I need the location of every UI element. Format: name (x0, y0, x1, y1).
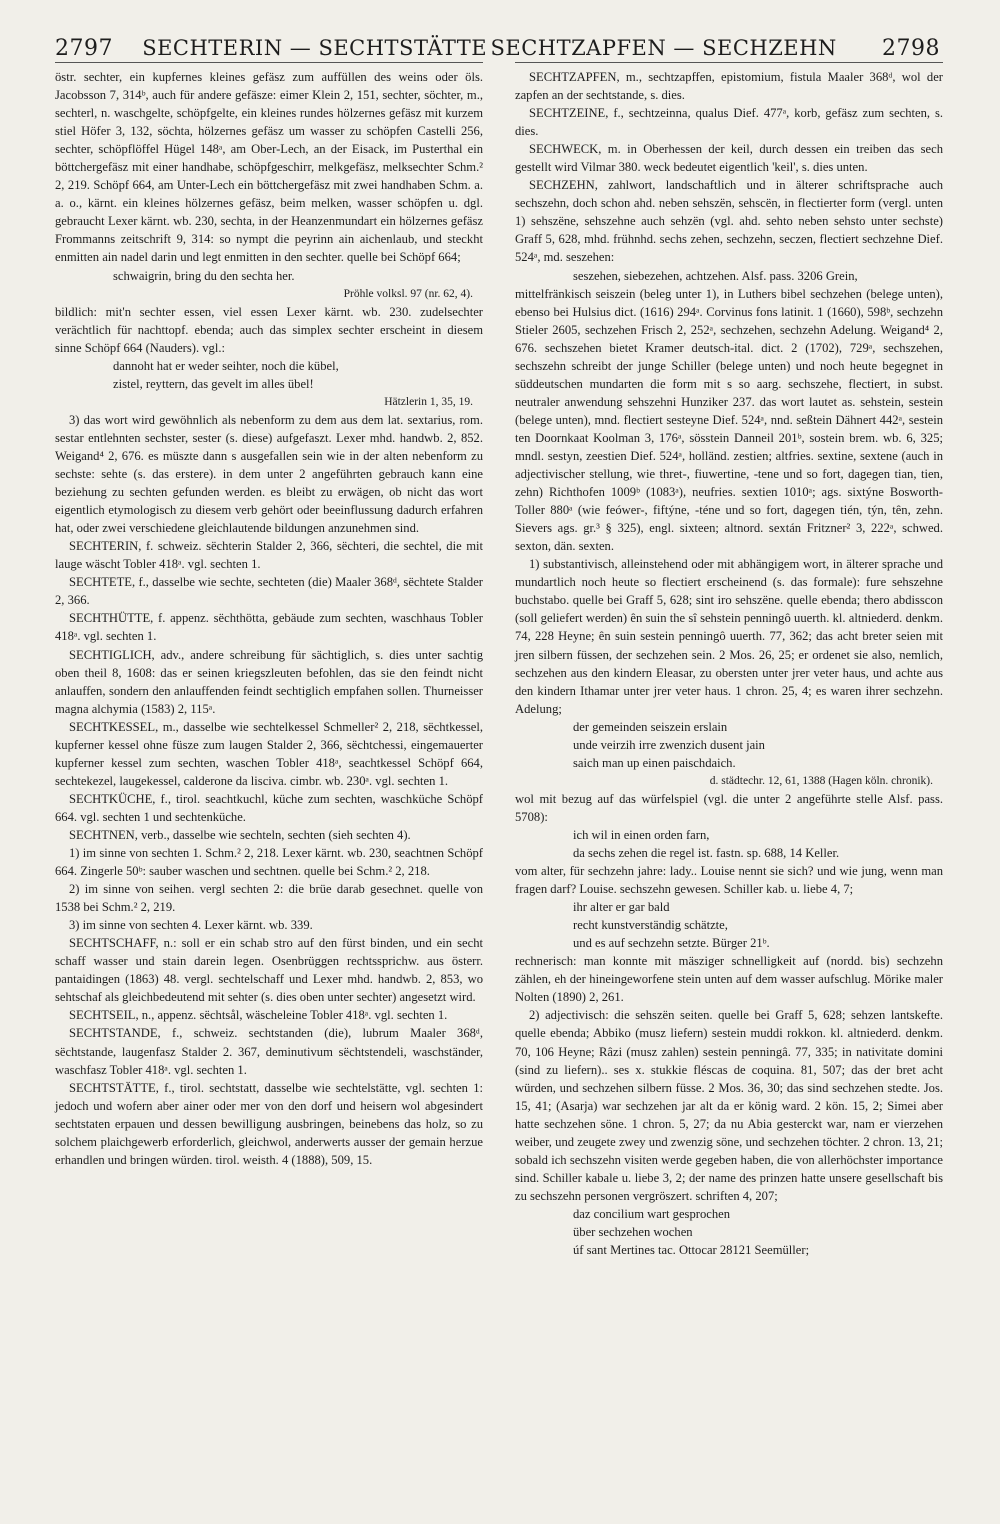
verse-source: d. städtechr. 12, 61, 1388 (Hagen köln. chronik). (709, 774, 933, 787)
entry-sechzehn: SECHZEHN, zahlwort, landschaftlich und in älterer schriftsprache auch sechszehn, doch schon ahd. neben sehszën, sehscën, in flectierter form (vergl. unten 1) sehszëne, sehszehne auch sehzën (vgl. ahd. sehto neben sehsto unter sechste) Graff 5, 628, mhd. frühnhd. sechs zehen, sechzehn, seczen, flectiert sechzehne Dief. 524ᵃ, md. seszehen: (515, 178, 943, 265)
left-header-rule (55, 62, 483, 63)
verse-source: Hätzlerin 1, 35, 19. (384, 395, 473, 408)
entry-sechtkueche: SECHTKÜCHE, f., tirol. seachtkuchl, küche zum sechten, waschküche Schöpf 664. vgl. sechten 1 und sechtenküche. (55, 791, 483, 824)
entry-paragraph: 3) das wort wird gewöhnlich als nebenform zu dem aus dem lat. sextarius, rom. sestar entlehnten sechster, sester (s. diese) aufgefaszt. Lexer mhd. handwb. 2, 852. Weigand⁴ 2, 676. es müszte dann s ausgefallen sein wie in der alten nebenform zu sechste: sehte (s. das erstere). in dem unter 2 angeführten gebrauch kann eine beziehung zu sechten gefunden werden. es bleibt zu erwägen, ob nicht das wort eigentlich etymologisch zu diesem verb gehört oder beeinflussung dadurch erfahren hat, oder zwei verschiedene gleichlautende bildungen anzunehmen sind. (55, 412, 483, 536)
verse-line: úf sant Mertines tac. Ottocar 28121 Seemüller; (573, 1243, 810, 1258)
verse-line: unde veirzih irre zwenzich dusent jain (573, 737, 765, 752)
verse-line: recht kunstverständig schätzte, (573, 918, 728, 933)
verse-line: über sechzehen wochen (573, 1225, 693, 1239)
verse-line: zistel, reyttern, das gevelt im alles übel! (113, 376, 314, 391)
entry-paragraph: 3) im sinne von sechten 4. Lexer kärnt. wb. 339. (69, 918, 313, 933)
entry-paragraph: 2) im sinne von seihen. vergl sechten 2: die brüe darab gesechnet. quelle von 1538 bei Schm.² 2, 219. (55, 882, 483, 915)
entry-sechweck: SECHWECK, m. in Oberhessen der keil, durch dessen ein treiben das sech gestellt wird Vilmar 380. weck bedeutet eigentlich 'keil', s. dies unten. (515, 142, 943, 175)
left-running-title: SECHTERIN — SECHTSTÄTTE (142, 36, 488, 60)
left-column (55, 68, 483, 1169)
right-column (515, 68, 943, 1259)
entry-sechtzapfen: SECHTZAPFEN, m., sechtzapffen, epistomium, fistula Maaler 368ᵈ, wol der zapfen an der sechtstande, s. dies. (515, 70, 943, 103)
entry-sechtseil: SECHTSEIL, n., appenz. sëchtsål, wäscheleine Tobler 418ᵃ. vgl. sechten 1. (69, 1008, 448, 1023)
verse-line: dannoht hat er weder seihter, noch die kübel, (113, 358, 339, 373)
entry-sechter-cont: östr. sechter, ein kupfernes kleines gefäsz zum auffüllen des weins oder öls. Jacobsson 7, 314ᵇ, auch für andere gefäsze: eimer Klein 2, 151, sechter, söchter, m., sechterl, n. waschgelte, schöpfgelte, ein kleines rundes hölzernes gefäsz mit kurzem stiel Höfer 3, 132, söchta, hölzernes gefäsz um wasser zu schöpfen Castelli 256, sechter, schöpflöffel Hügel 148ᵃ, am Ober-Lech, an der Eisack, im Pusterthal ein böttchergefäsz mit einer handhabe, schöpfgeschirr, melkgefäsz, melksechter Schm.² 2, 219. Schöpf 664, am Unter-Lech ein böttchergefäsz mit zwei handhaben Schm. a. a. o., kärnt. ein kleines hölzernes gefäsz, beim melken, wasser schöpfen u. dgl. gebraucht Lexer kärnt. wb. 230, sechta, in der Heanzenmundart ein hölzernes gefäsz Frommanns zeitschrift 9, 314: so nympt die peyrinn ain aichenlaub, und steckht enmitten ain nadel darin und legt enmitten in den sechter. quelle bei Schöpf 664; (55, 70, 483, 265)
entry-sechtiglich: SECHTIGLICH, adv., andere schreibung für sächtiglich, s. dies unter sachtig oben theil 8, 1608: das er seinen kriegszleuten befohlen, das sie den feindt nicht anlauffen, sondern den anlauffenden feindt sechtiglich empfahen sollen. Thurneisser magna alchymia (1583) 2, 115ᵃ. (55, 647, 483, 716)
entry-paragraph: rechnerisch: man konnte mit mäsziger schnelligkeit auf (nordd. bis) sechzehn zählen, eh der hineingeworfene stein unten auf dem wasser aufschlug. Mörike maler Nolten (1890) 2, 261. (515, 954, 943, 1005)
entry-paragraph: wol mit bezug auf das würfelspiel (vgl. die unter 2 angeführte stelle Alsf. pass. 5708): (515, 791, 943, 824)
entry-sechtstande: SECHTSTANDE, f., schweiz. sechtstanden (die), lubrum Maaler 368ᵈ, sëchtstande, laugenfasz Stalder 2. 367, deminutivum sëchtstendeli, waschständer, waschfasz Tobler 418ᵃ. vgl. sechten 1. (55, 1026, 483, 1077)
verse-source: Pröhle volksl. 97 (nr. 62, 4). (343, 287, 473, 300)
entry-paragraph: 2) adjectivisch: die sehszën seiten. quelle bei Graff 5, 628; sehzen lantskefte. quelle ebenda; Abbiko (musz liefern) sestein muddi rokkon. kl. altniederd. denkm. 70, 106 Heyne; Râzi (musz zahlen) sestein penningâ. 77, 335; in nativitate domini (sind zu liefern).. ses x. stukkie fléscas de coquina. 81, 507; das der bret acht würden, und sechzehen silbern füsse. 2 Mos. 36, 30; das sind sechzehen stedte. Jos. 15, 41; (Asarja) war sechzehen jar alt da er könig ward. 2 kön. 15, 2; Simei aber hatte sechzehen söne. 1 chron. 5, 27; da nu Abia gesterckt war, nam er vierzehen weiber, und zeugete zwey und zwenzig söne, und sechzehen töchter. 2 chron. 13, 21; sobald ich sechszehn visiten werde gegeben haben, die von allerhöchster importance sind. Schiller kabale u. liebe 3, 2; der name des prinzen hatte unsere gesellschaft bis zu sechszehn personen vergröszert. schriften 4, 207; (515, 1008, 943, 1203)
entry-sechterin: SECHTERIN, f. schweiz. sëchterin Stalder 2, 366, sëchteri, die sechtel, die mit lauge wäscht Tobler 418ᵃ. vgl. sechten 1. (55, 539, 483, 572)
right-page-number: 2798 (882, 36, 940, 61)
entry-paragraph: 1) im sinne von sechten 1. Schm.² 2, 218. Lexer kärnt. wb. 230, seachtnen Schöpf 664. Zingerle 50ᵇ: sauber waschen und sechtnen. quelle bei Schm.² 2, 218. (55, 846, 483, 879)
right-header-rule (515, 62, 943, 63)
entry-paragraph: 1) substantivisch, alleinstehend oder mit abhängigem wort, in älterer sprache und mundartlich noch heute so flectiert erscheinend (s. das formale): fure sehszehne buchstabo. quelle bei Graff 5, 628; sint iro sehszëne. quelle ebenda; thero abdisscon (soll geliefert werden) ên suin the sî sehstein penningô uuerth. kl. altniederd. denkm. 74, 228 Heyne; ên suin sestein penningô uuerth. 77, 362; das acht breter seien mit jren silbern füssen, der sechzehen sein. 2 Mos. 26, 25; er ordenet sie also, nemlich, sechzehen aus den kindern Eleasar, zu obersten unter jrer veter haus, und achte aus den kindern Ithamar unter jrer veter haus. 1 chron. 25, 4; es waren ihrer sechzehn. Adelung; (515, 557, 943, 716)
right-running-title: SECHTZAPFEN — SECHZEHN (490, 36, 837, 60)
entry-sechtete: SECHTETE, f., dasselbe wie sechte, sechteten (die) Maaler 368ᵈ, sëchtete Stalder 2, 366. (55, 575, 483, 608)
left-page-header (55, 36, 487, 61)
entry-paragraph: vom alter, für sechzehn jahre: lady.. Louise nennt sie sich? und wie jung, wenn man fragen darf? Louise. sechszehn gewesen. Schiller kab. u. liebe 4, 7; (515, 864, 943, 897)
verse-line: ihr alter er gar bald (573, 900, 670, 915)
right-page-header (490, 36, 940, 61)
left-page-number: 2797 (55, 36, 113, 61)
entry-sechtzeine: SECHTZEINE, f., sechtzeinna, qualus Dief. 477ᵃ, korb, gefäsz zum sechten, s. dies. (515, 106, 943, 139)
verse-line: daz concilium wart gesprochen (573, 1206, 731, 1221)
entry-sechtschaff: SECHTSCHAFF, n.: soll er ein schab stro auf den fürst binden, und ein secht schaff wasser und stain darein legen. Osenbrüggen rechtssprichw. aus österr. pantaidingen (1863) 48. vergl. sechtelschaff und Lexer mhd. handwb. 2, 853, wo sehtschaf als gleichbedeutend mit sehter (s. dies oben unter sechter) angesetzt wird. (55, 936, 483, 1005)
entry-sechtkessel: SECHTKESSEL, m., dasselbe wie sechtelkessel Schmeller² 2, 218, sëchtkessel, kupferner kessel ohne füsze zum laugen Stalder 2, 366, sëchtchessi, eingemauerter kupferner kessel zum sechten, waschen Tobler 418ᵃ, seachtkessel Schöpf 664, sechtekezel, laugekessel, calderone da lisciva. cimbr. wb. 230ᵃ. vgl. sechten 1. (55, 719, 483, 788)
entry-sechthuette: SECHTHÜTTE, f. appenz. sëchthötta, gebäude zum sechten, waschhaus Tobler 418ᵃ. vgl. sechten 1. (55, 611, 483, 644)
entry-sechtstaette: SECHTSTÄTTE, f., tirol. sechtstatt, dasselbe wie sechtelstätte, vgl. sechten 1: jedoch und wofern aber ainer oder mer von den dorf und heisern wol abgesindert sechtstaten erpauen und dessen bewilligung ausbringen, beinebens das holz, so zu solchem plaichgewerb erforderlich, gleichwol, anderwerts ausser der gemain herzue erhandlen und bringen würden. tirol. weisth. 4 (1888), 509, 15. (55, 1080, 483, 1167)
entry-sechtnen: SECHTNEN, verb., dasselbe wie sechteln, sechten (sieh sechten 4). (69, 827, 411, 842)
verse-line: da sechs zehen die regel ist. fastn. sp. 688, 14 Keller. (573, 846, 840, 861)
verse-line: saich man up einen paischdaich. (573, 755, 736, 770)
verse-line: schwaigrin, bring du den sechta her. (113, 268, 295, 283)
entry-paragraph: bildlich: mit'n sechter essen, viel essen Lexer kärnt. wb. 230. zudelsechter verächtlich für nachttopf. ebenda; auch das simplex sechter erscheint in diesem sinne Schöpf 664 (Nauders). vgl.: (55, 304, 483, 355)
verse-line: seszehen, siebezehen, achtzehen. Alsf. pass. 3206 Grein, (573, 268, 858, 283)
verse-line: und es auf sechzehn setzte. Bürger 21ᵇ. (573, 936, 770, 951)
verse-line: der gemeinden seiszein erslain (573, 719, 728, 734)
entry-paragraph: mittelfränkisch seiszein (beleg unter 1), in Luthers bibel sechzehen (belege unten), ebenso bei Hulsius dict. (1616) 294ᵃ. Corvinus fons latinit. 1 (1660), 598ᵇ, sechzehn Stieler 2605, sechzehen Frisch 2, 252ᵃ, sechzehen, sechzehn Adelung. Weigand⁴ 2, 676. sechszehen bietet Kramer deutsch-ital. dict. 2 (1702), 729ᵃ, sechszehen, sechszehn schreibt der junge Schiller (belege unten) und noch heute begegnet in süddeutschen mundarten die form mit s so aarg. sechszehe, flectiert, in subst. neutraler anwendung sehszehni Hunziker 237. das wort lautet as. sehstein, sestein (belege unten), mnd. flectiert sesteyne Dief. 524ᵃ, nnd. seßtein Dähnert 442ᵃ, sestein ten Doornkaat Koolman 3, 176ᵃ, sösstein Danneil 201ᵇ, sostein brem. wb. 6, 325; mndl. sestyn, zeestien Dief. 524ᵃ, holländ. zestien; altfries. sextine, sextene (auch in adjectivischer stellung, wie thret-, fiuwertine, -tene und so fort, dagegen tian, tien, zehn) Richthofen 1009ᵇ (1083ᵃ), neufries. sextien 1010ᵃ; ags. sixtýne Bosworth-Toller 880ᵃ (wie feówer-, fiftýne, -téne und so fort, dagegen tién, týn, tên, zehn. Sievers ags. gr.³ § 325), engl. sixteen; altnord. sextán Fritzner² 3, 222ᵃ, schwed. sexton, dän. sexten. (515, 286, 943, 554)
verse-line: ich wil in einen orden farn, (573, 827, 710, 842)
